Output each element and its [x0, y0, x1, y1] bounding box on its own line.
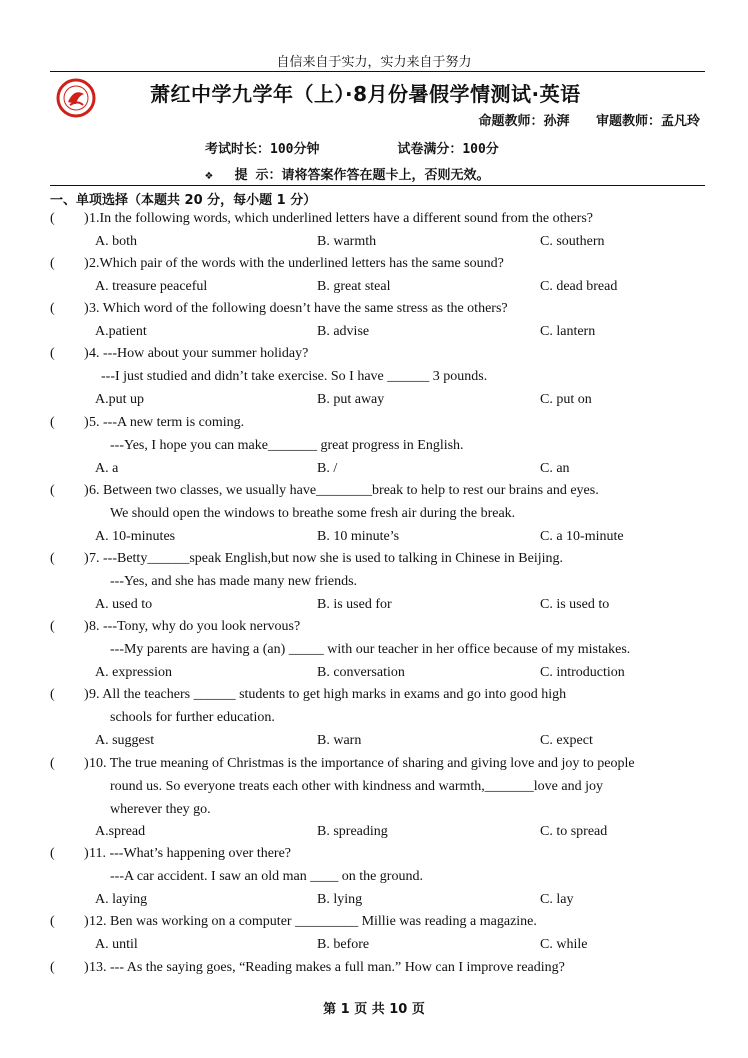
option-b: B. before [317, 936, 370, 952]
option-a: A. expression [95, 664, 172, 680]
option-c: C. a 10-minute [540, 528, 624, 544]
answer-paren-close: ) [84, 914, 89, 929]
page-footer: 第 1 页 共 10 页 [323, 1002, 425, 1017]
diamond-icon: ❖ [205, 168, 213, 183]
question-stem: 9. All the teachers ______ students to get high marks in exams and go into good high [89, 687, 567, 702]
tip-text: 提 示：请将答案作答在题卡上，否则无效。 [234, 168, 490, 183]
answer-paren-close: ) [84, 960, 89, 975]
option-c: C. introduction [540, 664, 625, 680]
option-a: A.patient [95, 323, 147, 339]
question-stem: 11. ---What’s happening over there? [89, 846, 292, 861]
question-continuation: ---I just studied and didn’t take exercise. So I have ______ 3 pounds. [101, 368, 488, 384]
question-continuation: ---My parents are having a (an) _____ with our teacher in her office because of my mistakes. [110, 641, 631, 657]
exam-time: 考试时长：100分钟 [205, 142, 320, 157]
option-c: C. expect [540, 732, 593, 748]
option-a: A. used to [95, 596, 153, 612]
answer-paren-close: ) [84, 619, 89, 634]
option-c: C. while [540, 936, 588, 952]
answer-paren-open: ( [50, 211, 55, 226]
question-continuation: wherever they go. [110, 801, 211, 817]
school-logo [56, 78, 96, 118]
teachers-line [456, 110, 700, 129]
question-stem: 12. Ben was working on a computer _________ Millie was reading a magazine. [89, 914, 537, 929]
answer-paren-close: ) [84, 483, 89, 498]
option-b: B. / [317, 460, 338, 476]
answer-paren-close: ) [84, 301, 89, 316]
option-c: C. is used to [540, 596, 610, 612]
answer-paren-open: ( [50, 415, 55, 430]
section-heading: 一、单项选择（本题共 20 分，每小题 1 分） [50, 193, 317, 208]
question-continuation: ---Yes, and she has made many new friends. [110, 573, 358, 589]
header-rule [50, 71, 705, 72]
answer-paren-close: ) [84, 756, 89, 771]
option-b: B. advise [317, 323, 370, 339]
question-stem: 5. ---A new term is coming. [89, 415, 245, 430]
option-b: B. spreading [317, 824, 388, 840]
option-c: C. lay [540, 891, 574, 907]
answer-paren-open: ( [50, 756, 55, 771]
answer-paren-open: ( [50, 483, 55, 498]
answer-paren-open: ( [50, 914, 55, 929]
option-b: B. is used for [317, 596, 392, 612]
answer-paren-close: ) [84, 256, 89, 271]
option-a: A.put up [95, 391, 144, 407]
option-a: A. a [95, 460, 119, 476]
question-continuation: ---Yes, I hope you can make_______ great progress in English. [110, 437, 464, 453]
option-a: A. 10-minutes [95, 528, 176, 544]
question-continuation: schools for further education. [110, 709, 275, 725]
motto: 自信来自于实力，实力来自于努力 [276, 55, 472, 70]
reviewer-teacher: 审题教师：孟凡玲 [595, 114, 700, 129]
question-stem: 8. ---Tony, why do you look nervous? [89, 619, 301, 634]
answer-paren-open: ( [50, 846, 55, 861]
tip-line [205, 164, 489, 183]
option-c: C. put on [540, 391, 592, 407]
answer-paren-open: ( [50, 619, 55, 634]
question-continuation: ---A car accident. I saw an old man ____ on the ground. [110, 868, 423, 884]
option-c: C. dead bread [540, 278, 618, 294]
answer-paren-close: ) [84, 415, 89, 430]
option-b: B. 10 minute’s [317, 528, 400, 544]
setter-teacher: 命题教师：孙湃 [478, 114, 570, 129]
exam-info [205, 138, 499, 157]
option-a: A. laying [95, 891, 148, 907]
option-a: A. treasure peaceful [95, 278, 208, 294]
option-b: B. lying [317, 891, 363, 907]
option-c: C. to spread [540, 824, 608, 840]
question-stem: 1.In the following words, which underlined letters have a different sound from the others? [89, 211, 593, 226]
option-b: B. warmth [317, 233, 377, 249]
option-b: B. warn [317, 732, 362, 748]
question-stem: 3. Which word of the following doesn’t have the same stress as the others? [89, 301, 508, 316]
option-c: C. lantern [540, 323, 596, 339]
question-continuation: We should open the windows to breathe some fresh air during the break. [110, 505, 516, 521]
answer-paren-open: ( [50, 687, 55, 702]
option-c: C. an [540, 460, 570, 476]
answer-paren-close: ) [84, 551, 89, 566]
answer-paren-close: ) [84, 846, 89, 861]
answer-paren-close: ) [84, 211, 89, 226]
full-score: 试卷满分：100分 [397, 142, 499, 157]
answer-paren-open: ( [50, 256, 55, 271]
section-rule [50, 185, 705, 186]
option-a: A. until [95, 936, 138, 952]
question-stem: 6. Between two classes, we usually have________break to help to rest our brains and eyes. [89, 483, 599, 498]
answer-paren-open: ( [50, 551, 55, 566]
option-c: C. southern [540, 233, 605, 249]
answer-paren-open: ( [50, 346, 55, 361]
option-b: B. put away [317, 391, 385, 407]
question-stem: 4. ---How about your summer holiday? [89, 346, 309, 361]
question-stem: 7. ---Betty______speak English,but now she is used to talking in Chinese in Beijing. [89, 551, 564, 566]
option-a: A. both [95, 233, 137, 249]
option-b: B. great steal [317, 278, 391, 294]
answer-paren-close: ) [84, 687, 89, 702]
option-b: B. conversation [317, 664, 405, 680]
answer-paren-close: ) [84, 346, 89, 361]
option-a: A. suggest [95, 732, 155, 748]
question-stem: 10. The true meaning of Christmas is the importance of sharing and giving love and joy to people [89, 756, 635, 771]
question-stem: 13. --- As the saying goes, “Reading makes a full man.” How can I improve reading? [89, 960, 565, 975]
answer-paren-open: ( [50, 960, 55, 975]
exam-title: 萧红中学九学年（上）·8月份暑假学情测试·英语 [150, 82, 581, 106]
answer-paren-open: ( [50, 301, 55, 316]
question-stem: 2.Which pair of the words with the underlined letters has the same sound? [89, 256, 504, 271]
option-a: A.spread [95, 824, 146, 840]
question-continuation: round us. So everyone treats each other with kindness and warmth,_______love and joy [110, 778, 604, 794]
